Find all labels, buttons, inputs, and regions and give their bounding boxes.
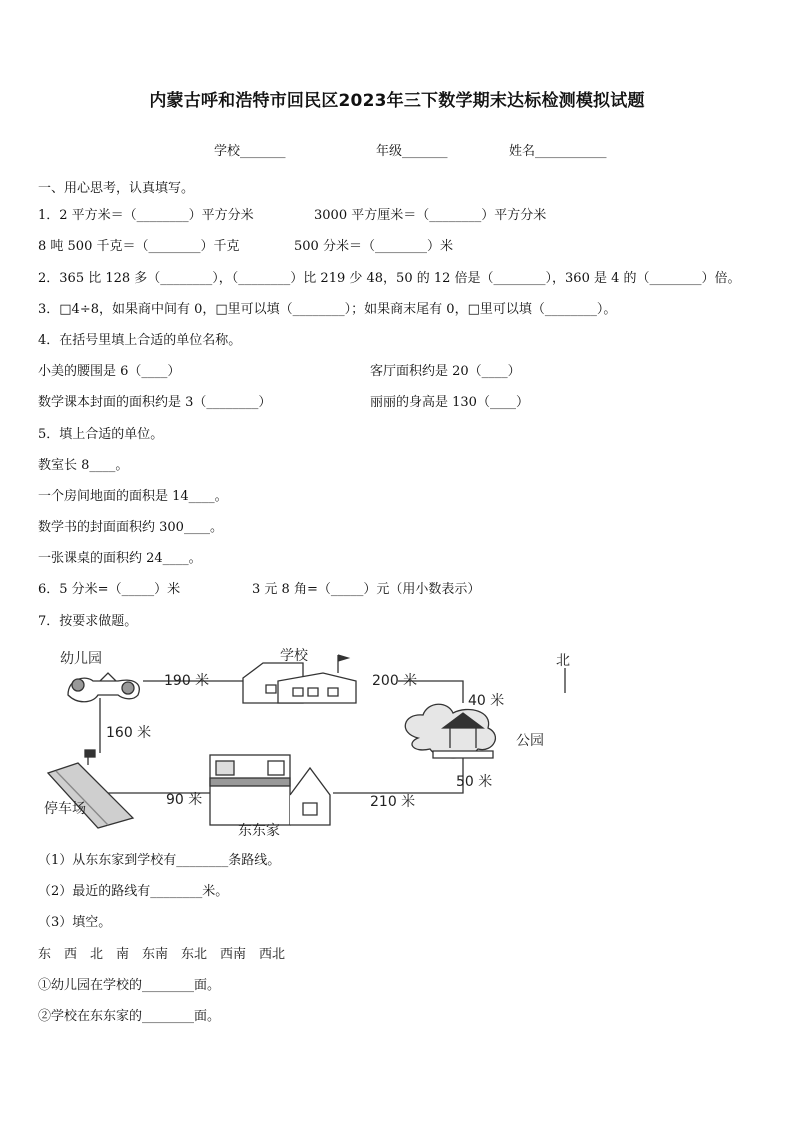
question-4d: 丽丽的身高是 130（____） bbox=[370, 395, 529, 410]
question-6a: 6．5 分米=（_____）米 bbox=[38, 582, 181, 597]
distance-200: 200 米 bbox=[372, 673, 418, 689]
question-4a: 小美的腰围是 6（____） bbox=[38, 364, 181, 379]
question-7: 7．按要求做题。 bbox=[38, 614, 138, 629]
kindergarten-illustration bbox=[68, 673, 139, 702]
parking-label: 停车场 bbox=[44, 801, 86, 817]
home-label: 东东家 bbox=[238, 823, 280, 839]
distance-90: 90 米 bbox=[166, 792, 203, 808]
question-1d: 500 分米＝（________）米 bbox=[294, 239, 453, 254]
park-label: 公园 bbox=[516, 733, 544, 749]
park-illustration bbox=[405, 704, 495, 758]
question-5a: 教室长 8____。 bbox=[38, 458, 129, 473]
home-illustration bbox=[210, 755, 330, 825]
school-label: 学校 bbox=[280, 648, 308, 664]
question-1a: 1．2 平方米＝（________）平方分米 bbox=[38, 208, 254, 223]
question-5: 5．填上合适的单位。 bbox=[38, 427, 164, 442]
question-7-3a: ①幼儿园在学校的________面。 bbox=[38, 978, 221, 993]
question-5c: 数学书的封面面积约 300____。 bbox=[38, 520, 223, 535]
name-field: 姓名___________ bbox=[509, 144, 607, 159]
question-5b: 一个房间地面的面积是 14____。 bbox=[38, 489, 228, 504]
question-5d: 一张课桌的面积约 24____。 bbox=[38, 551, 202, 566]
direction-options: 东 西 北 南 东南 东北 西南 西北 bbox=[38, 947, 286, 962]
question-1b: 3000 平方厘米＝（________）平方分米 bbox=[314, 208, 547, 223]
question-6b: 3 元 8 角=（_____）元（用小数表示） bbox=[252, 582, 481, 597]
question-7-3: （3）填空。 bbox=[38, 915, 112, 930]
page-title: 内蒙古呼和浩特市回民区2023年三下数学期末达标检测模拟试题 bbox=[149, 91, 645, 111]
north-label: 北 bbox=[556, 653, 570, 669]
distance-160: 160 米 bbox=[106, 725, 152, 741]
distance-50: 50 米 bbox=[456, 774, 493, 790]
question-7-1: （1）从东东家到学校有________条路线。 bbox=[38, 853, 281, 868]
section-heading: 一、用心思考，认真填写。 bbox=[38, 181, 195, 196]
question-3: 3．□4÷8，如果商中间有 0，□里可以填（________）；如果商末尾有 0，□里可以填（________）。 bbox=[38, 302, 617, 317]
question-1c: 8 吨 500 千克＝（________）千克 bbox=[38, 239, 240, 254]
distance-190: 190 米 bbox=[164, 673, 210, 689]
grade-field: 年级_______ bbox=[376, 144, 448, 159]
question-4b: 客厅面积约是 20（____） bbox=[370, 364, 521, 379]
kindergarten-label: 幼儿园 bbox=[60, 651, 102, 667]
question-4: 4．在括号里填上合适的单位名称。 bbox=[38, 333, 242, 348]
question-4c: 数学课本封面的面积约是 3（________） bbox=[38, 395, 272, 410]
route-map bbox=[38, 643, 570, 843]
distance-40: 40 米 bbox=[468, 693, 505, 709]
question-2: 2．365 比 128 多（________），（________）比 219 少 48，50 的 12 倍是（________），360 是 4 的（________）倍。 bbox=[38, 271, 741, 286]
school-field: 学校_______ bbox=[214, 144, 286, 159]
question-7-3b: ②学校在东东家的________面。 bbox=[38, 1009, 221, 1024]
question-7-2: （2）最近的路线有________米。 bbox=[38, 884, 229, 899]
distance-210: 210 米 bbox=[370, 794, 416, 810]
